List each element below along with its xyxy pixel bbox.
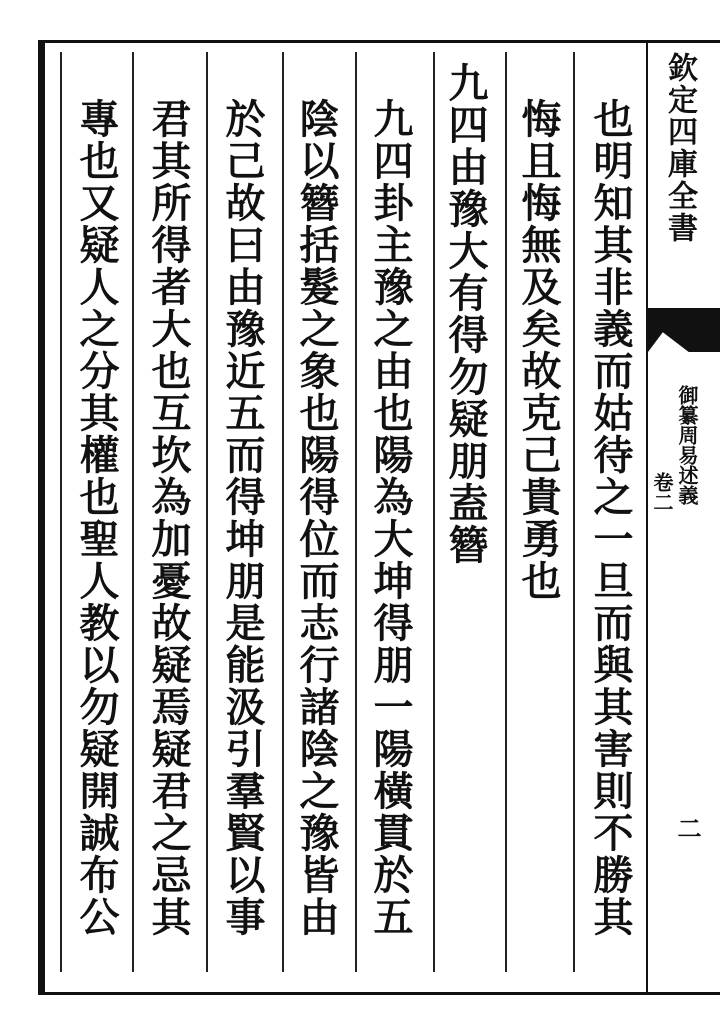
margin-strip	[646, 40, 720, 995]
text-column-1: 也明知其非義而姑待之一旦而與其害則不勝其	[587, 98, 634, 938]
page-number: 二	[673, 816, 702, 840]
text-column-4: 九四卦主豫之由也陽為大坤得朋一陽橫貫於五	[367, 98, 414, 938]
column-rule	[433, 52, 435, 972]
text-column-8: 專也又疑人之分其權也聖人教以勿疑開誠布公	[73, 98, 120, 938]
text-column-2: 悔且悔無及矣故克己貴勇也	[515, 98, 562, 602]
text-column-5: 陰以簪括髮之象也陽得位而志行諸陰之豫皆由	[293, 98, 340, 938]
collection-title: 欽定四庫全書	[662, 52, 697, 244]
text-column-6: 於己故曰由豫近五而得坤朋是能汲引羣賢以事	[219, 98, 266, 938]
column-rule	[573, 52, 575, 972]
column-rule	[282, 52, 284, 972]
column-rule	[505, 52, 507, 972]
column-rule	[206, 52, 208, 972]
text-column-7: 君其所得者大也互坎為加憂故疑焉疑君之忌其	[145, 98, 192, 938]
volume-label: 卷二	[650, 472, 674, 512]
column-rule	[60, 52, 62, 972]
book-title: 御纂周易述義	[675, 385, 699, 505]
text-column-3: 九四由豫大有得勿疑朋盍簪	[442, 62, 489, 566]
fish-tail-mark	[648, 308, 720, 352]
column-rule	[132, 52, 134, 972]
column-rule	[355, 52, 357, 972]
